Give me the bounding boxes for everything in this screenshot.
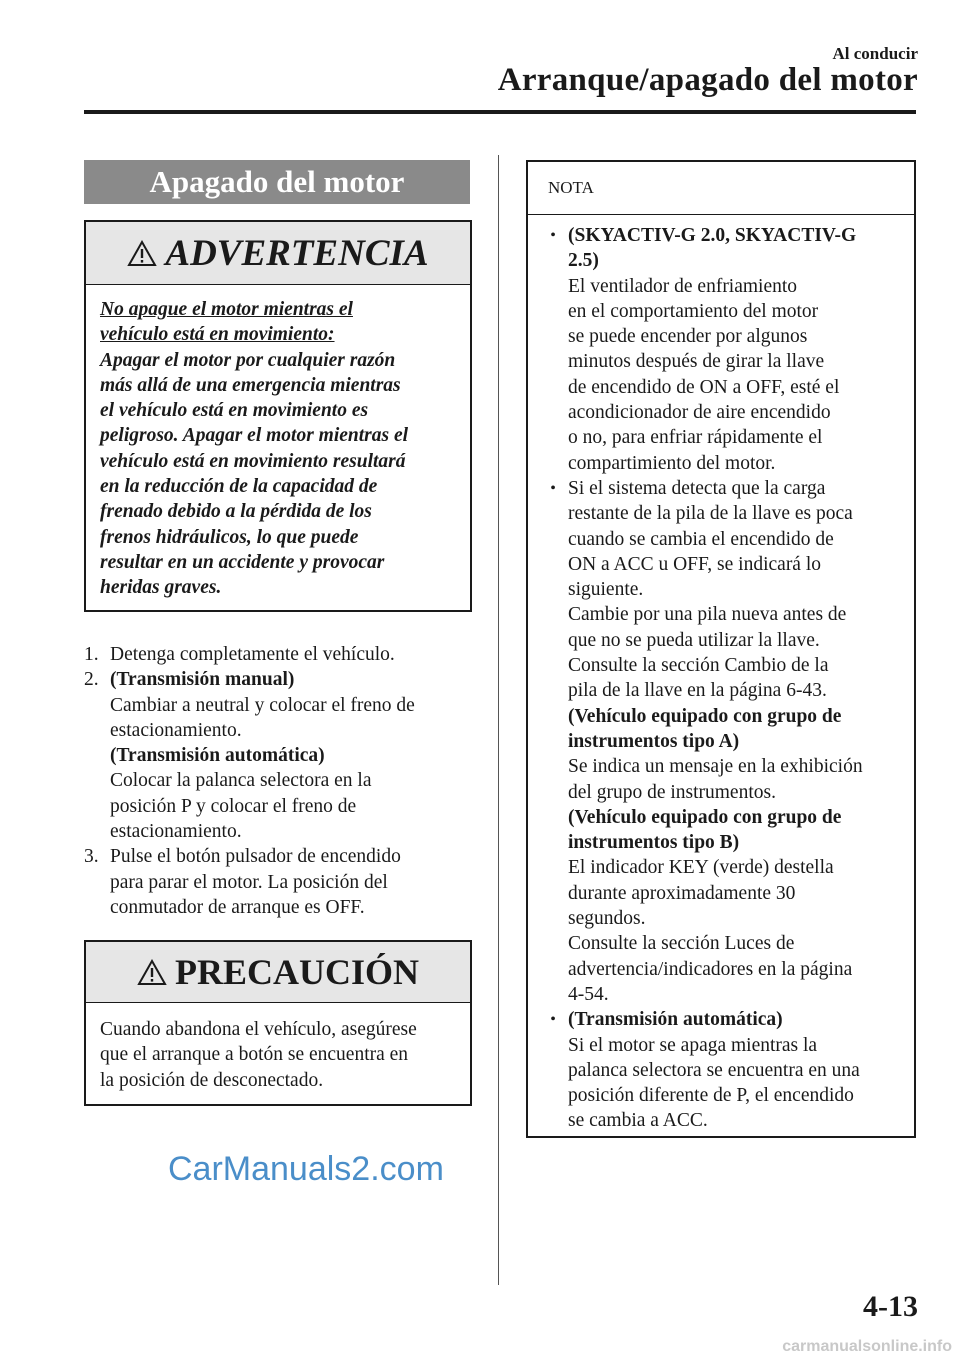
warning-line: peligroso. Apagar el motor mientras el [100, 425, 409, 447]
step-line: Detenga completamente el vehículo. [110, 644, 395, 665]
footer-site-link[interactable]: carmanualsonline.info [782, 1338, 952, 1355]
warning-text [86, 285, 470, 601]
step-2 [84, 667, 484, 844]
note-bullet-1 [538, 223, 908, 476]
warning-triangle-icon [127, 240, 157, 267]
note-heading: instrumentos tipo A) [568, 730, 740, 752]
note-line: posición diferente de P, el encendido [568, 1085, 854, 1107]
note-line: o no, para enfriar rápidamente el [568, 427, 823, 449]
caution-line: Cuando abandona el vehículo, asegúrese [100, 1019, 417, 1040]
note-line: compartimiento del motor. [568, 452, 776, 474]
section-title: Apagado del motor [84, 160, 470, 204]
warning-line: el vehículo está en movimiento es [100, 400, 369, 422]
note-heading: (SKYACTIV-G 2.0, SKYACTIV-G [568, 225, 857, 246]
note-line: restante de la pila de la llave es poca [568, 503, 853, 525]
step-line: Colocar la palanca selectora en la [110, 770, 372, 792]
note-line: del grupo de instrumentos. [568, 781, 776, 803]
chapter-label: Al conducir [832, 44, 918, 63]
note-line: durante aproximadamente 30 [568, 882, 796, 904]
note-heading: (Vehículo equipado con grupo de [568, 705, 842, 727]
step-3 [84, 844, 484, 920]
caution-header [86, 942, 470, 1003]
note-line: se cambia a ACC. [568, 1110, 708, 1132]
caution-text [86, 1003, 470, 1093]
note-line: Cambie por una pila nueva antes de [568, 604, 847, 626]
step-line: Cambiar a neutral y colocar el freno de [110, 694, 415, 716]
warning-line: en la reducción de la capacidad de [100, 476, 378, 498]
note-line: que no se pueda utilizar la llave. [568, 629, 820, 651]
warning-line: frenado debido a la pérdida de los [100, 501, 372, 523]
warning-line: Apagar el motor por cualquier razón [100, 349, 396, 371]
note-line: Se indica un mensaje en la exhibición [568, 756, 863, 778]
note-line: Si el sistema detecta que la carga [568, 477, 826, 499]
note-text [528, 215, 914, 1134]
note-line: El ventilador de enfriamiento [568, 275, 798, 297]
note-line: Consulte la sección Cambio de la [568, 655, 829, 677]
warning-underlined-line: No apague el motor mientras el [100, 299, 353, 320]
note-heading: (Transmisión automática) [568, 1009, 783, 1031]
warning-underlined-line: vehículo está en movimiento: [100, 324, 335, 346]
page-header-title: Arranque/apagado del motor [497, 62, 918, 98]
note-line: se puede encender por algunos [568, 326, 808, 348]
step-number: 2. [84, 669, 99, 691]
note-line: cuando se cambia el encendido de [568, 528, 834, 550]
warning-line: heridas graves. [100, 577, 222, 599]
note-line: siguiente. [568, 579, 644, 601]
note-line: segundos. [568, 908, 646, 930]
note-line: acondicionador de aire encendido [568, 402, 831, 424]
note-heading: instrumentos tipo B) [568, 832, 740, 854]
warning-header [86, 222, 470, 285]
bullet-icon: • [550, 479, 556, 497]
note-line: advertencia/indicadores en la página [568, 958, 853, 980]
step-line: Pulse el botón pulsador de encendido [110, 846, 401, 868]
procedure-steps [84, 642, 484, 920]
note-line: El indicador KEY (verde) destella [568, 857, 834, 879]
warning-line: frenos hidráulicos, lo que puede [100, 526, 359, 548]
caution-box [84, 940, 472, 1106]
caution-line: que el arranque a botón se encuentra en [100, 1044, 409, 1066]
note-line: minutos después de girar la llave [568, 351, 825, 373]
step-line: posición P y colocar el freno de [110, 795, 357, 817]
warning-line: más allá de una emergencia mientras [100, 374, 401, 396]
note-line: en el comportamiento del motor [568, 300, 819, 322]
note-heading: (Vehículo equipado con grupo de [568, 806, 842, 828]
note-line: Si el motor se apaga mientras la [568, 1034, 818, 1056]
bullet-icon: • [550, 1011, 556, 1029]
warning-title: ADVERTENCIA [165, 232, 429, 274]
note-heading: 2.5) [568, 250, 599, 272]
warning-triangle-icon [137, 959, 167, 986]
step-heading-automatic: (Transmisión automática) [110, 745, 325, 767]
step-line: estacionamiento. [110, 719, 242, 741]
bullet-icon: • [550, 227, 556, 244]
note-line: ON a ACC u OFF, se indicará lo [568, 553, 822, 575]
step-line: conmutador de arranque es OFF. [110, 896, 365, 918]
note-line: pila de la llave en la página 6-43. [568, 680, 827, 702]
step-number: 1. [84, 644, 99, 665]
note-line: palanca selectora se encuentra en una [568, 1059, 860, 1081]
note-box [526, 160, 916, 1138]
step-line: para parar el motor. La posición del [110, 871, 388, 893]
column-divider [498, 155, 499, 1285]
page-number: 4-13 [863, 1290, 918, 1323]
note-bullet-2 [538, 476, 908, 1007]
note-line: 4-54. [568, 983, 609, 1005]
header-rule [84, 110, 916, 114]
note-line: de encendido de ON a OFF, esté el [568, 376, 840, 398]
step-heading-manual: (Transmisión manual) [110, 669, 295, 691]
warning-box [84, 220, 472, 612]
step-line: estacionamiento. [110, 821, 242, 843]
caution-title: PRECAUCIÓN [174, 952, 419, 992]
note-line: Consulte la sección Luces de [568, 933, 795, 955]
step-number: 3. [84, 846, 99, 868]
caution-line: la posición de desconectado. [100, 1069, 324, 1091]
step-1 [84, 642, 484, 667]
watermark-link[interactable]: CarManuals2.com [168, 1150, 444, 1188]
warning-line: resultar en un accidente y provocar [100, 551, 385, 573]
note-header: NOTA [528, 162, 914, 215]
warning-line: vehículo está en movimiento resultará [100, 450, 406, 472]
note-bullet-3 [538, 1007, 908, 1133]
